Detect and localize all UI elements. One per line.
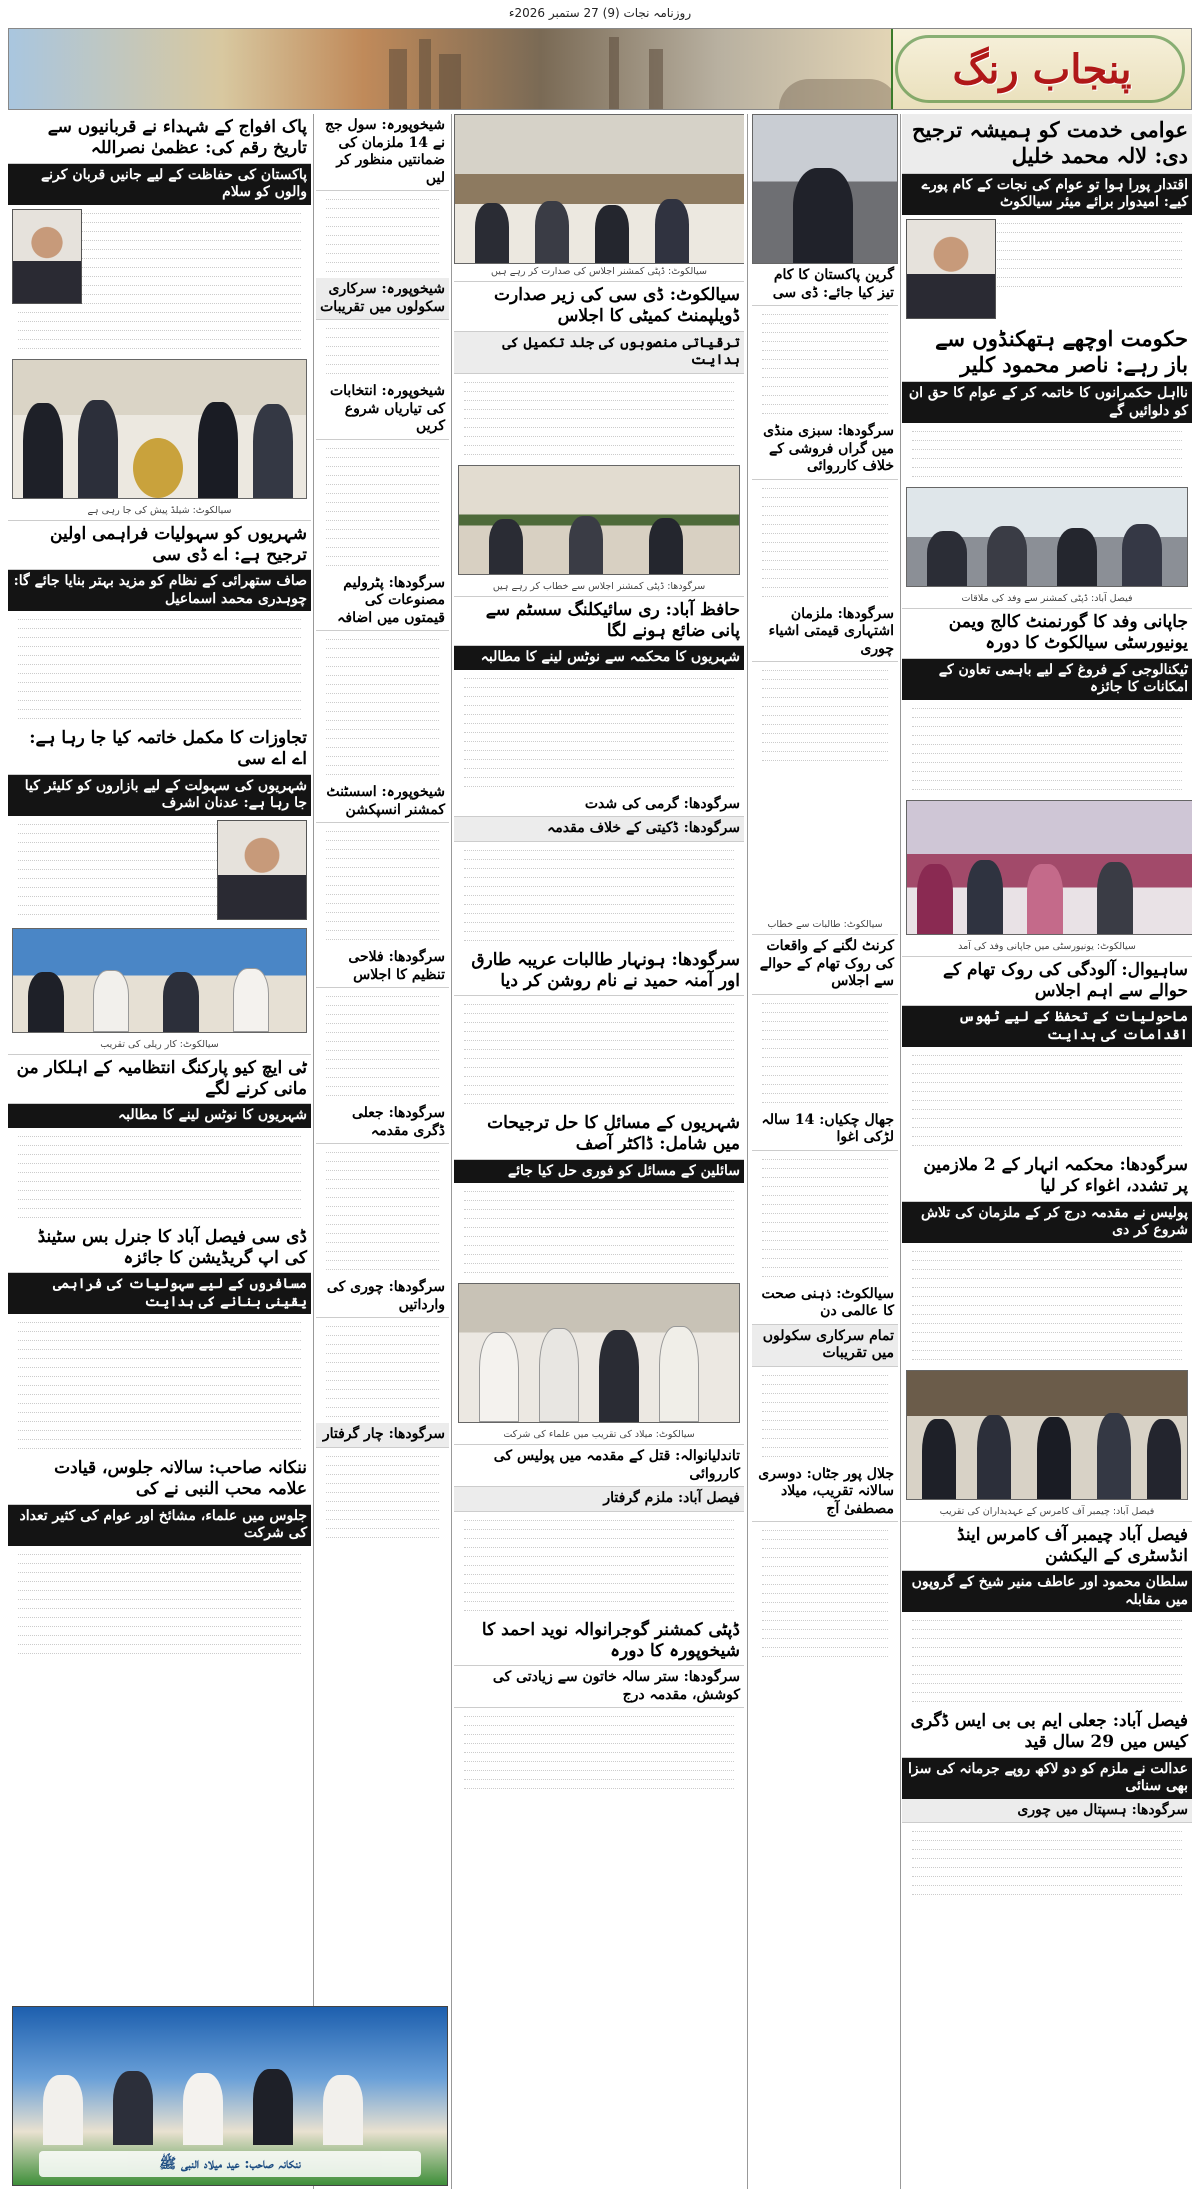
headline: فیصل آباد: جعلی ایم بی بی ایس ڈگری کیس میں 29 سال قید	[902, 1708, 1192, 1758]
article-body	[454, 374, 744, 461]
subheadline: صاف ستھرائی کے نظام کو مزید بہتر بنایا جائے گا: چوہدری محمد اسماعیل	[8, 570, 311, 611]
headline: سرگودھا: چوری کی وارداتیں	[316, 1276, 449, 1318]
subheadline: ماحولیات کے تحفظ کے لیے ٹھوس اقدامات کی ہدایت	[902, 1006, 1192, 1047]
headline: شیخوپورہ: سول جج نے 14 ملزمان کی ضمانتیں منظور کر لیں	[316, 114, 449, 191]
article-body	[752, 306, 898, 420]
article-body	[8, 1546, 311, 1660]
article-body	[454, 670, 744, 793]
news-photo	[906, 487, 1188, 587]
headline: سرگودھا: جعلی ڈگری مقدمہ	[316, 1102, 449, 1144]
article-body	[8, 1314, 311, 1455]
headline: ڈپٹی کمشنر گوجرانوالہ نوید احمد کا شیخوپورہ کا دورہ	[454, 1617, 744, 1667]
headline: ڈی سی فیصل آباد کا جنرل بس سٹینڈ کی اپ گریڈیشن کا جائزہ	[8, 1224, 311, 1274]
photo-caption: سیالکوٹ: یونیورسٹی میں جاپانی وفد کی آمد	[902, 939, 1192, 957]
headline: سرگودھا: چار گرفتار	[316, 1423, 449, 1448]
headline: سرگودھا: فلاحی تنظیم کا اجلاس	[316, 946, 449, 988]
article-body	[902, 1243, 1192, 1366]
article-body	[8, 1128, 311, 1224]
logo-text: پنجاب رنگ	[952, 45, 1132, 93]
news-photo	[458, 465, 740, 575]
news-photo	[752, 114, 898, 264]
subheadline: پولیس نے مقدمہ درج کر کے ملزمان کی تلاش شروع کر دی	[902, 1202, 1192, 1243]
article-body	[902, 1047, 1192, 1152]
article-body	[316, 440, 449, 572]
article-body	[752, 1151, 898, 1283]
subheadline: شہریوں کی سہولت کے لیے بازاروں کو کلیئر کیا جا رہا ہے: عدنان اشرف	[8, 775, 311, 816]
article-body	[902, 700, 1192, 796]
photo-caption: فیصل آباد: چیمبر آف کامرس کے عہدیداران کی تقریب	[902, 1504, 1192, 1522]
headline: تجاوزات کا مکمل خاتمہ کیا جا رہا ہے: اے اے سی	[8, 725, 311, 775]
headline: سرگودھا: سبزی منڈی میں گراں فروشی کے خلاف کارروائی	[752, 420, 898, 480]
subheadline: پاکستان کی حفاظت کے لیے جانیں قربان کرنے والوں کو سلام	[8, 164, 311, 205]
headline: شیخوپورہ: اسسٹنٹ کمشنر انسپکشن	[316, 781, 449, 823]
portrait-photo	[906, 219, 996, 319]
headline: سرگودھا: ہسپتال میں چوری	[902, 1799, 1192, 1824]
photo-caption: سیالکوٹ: کار ریلی کی تقریب	[8, 1037, 311, 1055]
article-body	[454, 1708, 744, 1795]
headline: حکومت اوچھے ہتھکنڈوں سے باز رہے: ناصر محمود کلیر	[902, 323, 1192, 383]
headline: عوامی خدمت کو ہمیشہ ترجیح دی: لالہ محمد خلیل	[902, 114, 1192, 174]
column-1	[902, 114, 1192, 2194]
news-photo	[906, 1370, 1188, 1500]
headline: ٹی ایچ کیو پارکنگ انتظامیہ کے اہلکار من مانی کرنے لگے	[8, 1055, 311, 1105]
article-body	[752, 662, 898, 767]
news-photo	[12, 359, 307, 499]
column-4	[316, 114, 449, 2194]
subheadline: عدالت نے ملزم کو دو لاکھ روپے جرمانہ کی سزا بھی سنائی	[902, 1758, 1192, 1799]
headline: شیخوپورہ: انتخابات کی تیاریاں شروع کریں	[316, 380, 449, 440]
headline: فیصل آباد چیمبر آف کامرس اینڈ انڈسٹری کے الیکشن	[902, 1522, 1192, 1572]
portrait-photo	[217, 820, 307, 920]
headline: سرگودھا: ستر سالہ خاتون سے زیادتی کی کوشش، مقدمہ درج	[454, 1666, 744, 1708]
subheadline: اقتدار پورا ہوا تو عوام کی نجات کے کام پورے کیے: امیدوار برائے میئر سیالکوٹ	[902, 174, 1192, 215]
photo-caption: سیالکوٹ: ڈپٹی کمشنر اجلاس کی صدارت کر رہے ہیں	[454, 264, 744, 282]
headline: شیخوپورہ: سرکاری سکولوں میں تقریبات	[316, 278, 449, 320]
headline: سرگودھا: ڈکیتی کے خلاف مقدمہ	[454, 817, 744, 842]
headline: شہریوں کو سہولیات فراہمی اولین ترجیح ہے: اے ڈی سی	[8, 521, 311, 571]
news-photo	[454, 114, 744, 264]
article-body	[316, 320, 449, 380]
article-body	[316, 631, 449, 781]
masthead-logo	[891, 29, 1191, 109]
column-3	[454, 114, 744, 2194]
subheadline: مسافروں کے لیے سہولیات کی فراہمی یقینی بنانے کی ہدایت	[8, 1273, 311, 1314]
headline: سیالکوٹ: ڈی سی کی زیر صدارت ڈویلپمنٹ کمیٹی کا اجلاس	[454, 282, 744, 332]
subheadline: شہریوں کا نوٹس لینے کا مطالبہ	[8, 1104, 311, 1128]
article-body	[752, 995, 898, 1109]
headline: تاندلیانوالہ: قتل کے مقدمہ میں پولیس کی کارروائی	[454, 1445, 744, 1487]
article-body	[316, 988, 449, 1102]
article-body	[454, 1183, 744, 1279]
headline: سرگودھا: گرمی کی شدت	[454, 793, 744, 818]
article-body	[902, 1823, 1192, 1901]
photo-caption: فیصل آباد: ڈپٹی کمشنر سے وفد کی ملاقات	[902, 591, 1192, 609]
news-photo	[906, 800, 1192, 935]
article-body	[454, 996, 744, 1110]
photo-caption: سیالکوٹ: شیلڈ پیش کی جا رہی ہے	[8, 503, 311, 521]
subheadline: شہریوں کا محکمہ سے نوٹس لینے کا مطالبہ	[454, 646, 744, 670]
article-body	[752, 1367, 898, 1463]
article-body	[316, 1318, 449, 1423]
headline: سیالکوٹ: ذہنی صحت کا عالمی دن	[752, 1283, 898, 1325]
column-5	[8, 114, 311, 2194]
column-2	[752, 114, 898, 2194]
subheadline: جلوس میں علماء، مشائخ اور عوام کی کثیر تعداد کی شرکت	[8, 1505, 311, 1546]
article-body	[752, 1522, 898, 1663]
subheadline: ترقیاتی منصوبوں کی جلد تکمیل کی ہدایت	[454, 332, 744, 374]
subheadline: سائلین کے مسائل کو فوری حل کیا جائے	[454, 1160, 744, 1184]
vine-ornament-icon	[895, 35, 1185, 103]
article-body	[902, 1612, 1192, 1708]
subheadline: ٹیکنالوجی کے فروغ کے لیے باہمی تعاون کے امکانات کا جائزہ	[902, 659, 1192, 700]
headline: جھال چکیاں: 14 سالہ لڑکی اغوا	[752, 1109, 898, 1151]
photo-caption: سرگودھا: ڈپٹی کمشنر اجلاس سے خطاب کر رہے ہیں	[454, 579, 744, 597]
headline: سرگودھا: محکمہ انہار کے 2 ملازمین پر تشدد، اغواء کر لیا	[902, 1152, 1192, 1202]
article-body	[902, 423, 1192, 483]
headline: گرین پاکستان کا کام تیز کیا جائے: ڈی سی	[752, 264, 898, 306]
article-body	[316, 191, 449, 278]
headline: فیصل آباد: ملزم گرفتار	[454, 1487, 744, 1512]
photo-caption: سیالکوٹ: میلاد کی تقریب میں علماء کی شرکت	[454, 1427, 744, 1445]
news-photo	[12, 928, 307, 1033]
article-body	[454, 1512, 744, 1617]
headline: سرگودھا: پٹرولیم مصنوعات کی قیمتوں میں اضافہ	[316, 572, 449, 632]
headline: ساہیوال: آلودگی کی روک تھام کے حوالے سے اہم اجلاس	[902, 957, 1192, 1007]
headline: سرگودھا: ہونہار طالبات عریبہ طارق اور آمنہ حمید نے نام روشن کر دیا	[454, 947, 744, 997]
headline: سرگودھا: ملزمان اشتہاری قیمتی اشیاء چوری	[752, 603, 898, 663]
article-body	[752, 480, 898, 603]
headline: جاپانی وفد کا گورنمنٹ کالج ویمن یونیورسٹی سیالکوٹ کا دورہ	[902, 609, 1192, 659]
headline: حافظ آباد: ری سائیکلنگ سسٹم سے پانی ضائع ہونے لگا	[454, 597, 744, 647]
subheadline: سلطان محمود اور عاطف منیر شیخ کے گروپوں میں مقابلہ	[902, 1571, 1192, 1612]
article-body	[8, 611, 311, 725]
headline: شہریوں کے مسائل کا حل ترجیحات میں شامل: ڈاکٹر آصف	[454, 1110, 744, 1160]
event-photo	[12, 2006, 448, 2186]
headline: پاک افواج کے شہداء نے قربانیوں سے تاریخ رقم کی: عظمیٰ نصراللہ	[8, 114, 311, 164]
headline: جلال پور جٹاں: دوسری سالانہ تقریب، میلاد مصطفیٰ آج	[752, 1463, 898, 1523]
article-body	[316, 1448, 449, 1544]
subheadline: تمام سرکاری سکولوں میں تقریبات	[752, 1325, 898, 1367]
headline: ننکانہ صاحب: سالانہ جلوس، قیادت علامہ محب النبی نے کی	[8, 1455, 311, 1505]
portrait-photo	[12, 209, 82, 304]
news-photo	[458, 1283, 740, 1423]
article-body	[316, 823, 449, 946]
subheadline: نااہل حکمرانوں کا خاتمہ کر کے عوام کا حق ان کو دلوائیں گے	[902, 382, 1192, 423]
headline: کرنٹ لگنے کے واقعات کی روک تھام کے حوالے سے اجلاس	[752, 935, 898, 995]
article-body	[316, 1144, 449, 1276]
event-banner-text: ننکانہ صاحب: عید میلاد النبی ﷺ	[39, 2151, 421, 2177]
masthead-banner	[8, 28, 1192, 110]
article-body	[454, 842, 744, 947]
dateline: روزنامہ نجات (9) 27 ستمبر 2026ء	[508, 6, 692, 20]
photo-caption: سیالکوٹ: طالبات سے خطاب	[752, 917, 898, 935]
